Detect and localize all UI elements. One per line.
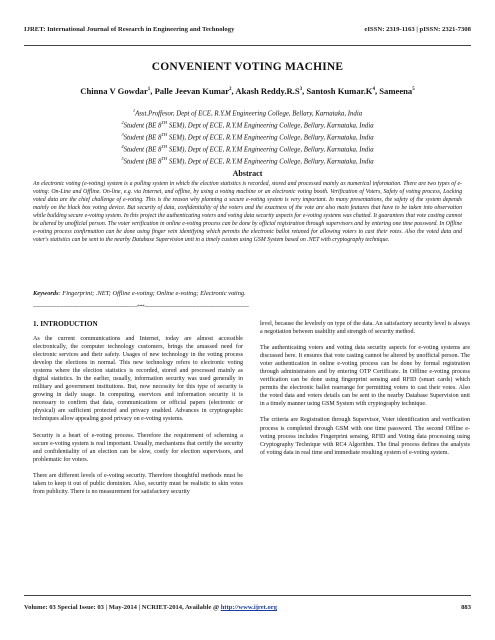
abstract-text: An electronic voting (e-voting) system is a polling system in which the election statistics is recorded, stored and processed mainly as numerical information. There are two types of e-voting: On-Line and Offline. On-line, e.g. via Internet, and offline, by using a voting machine or an electronic voting booth. Verification of Voters, Safety of voting process, Locking voted data are the chief challenge of e-voting. This is the reason why planning a secure e-voting system is very important. In many presentations, the safety of the system depends mainly on the black box voting device. But security of data, confidentiality of the voters and the exactness of the vote are also main features that have to be taken into observation while building secure e-voting system. In this project the authenticating voters and voting data security aspects for e-voting systems was chatted. It guarantees that vote casting cannot be altered by unofficial person. The voter verification in online e-voting process can be done by official registration through supervisors and by entering one time password. In Offline e-voting process confirmation can be done using finger vein identifying which permits the electronic ballot retuned for allowing voters to cast their votes. Also the voted data and voter's statistics can be sent to the nearby Database Supervision unit in a timely custom using GSM System based on .NET with cryptography technique. — [33, 181, 462, 244]
author-name: Palle Jeevan Kumar — [154, 86, 230, 96]
section-separator: --------------------------------------------------------------------***-------------------------------------------------------------------- — [33, 304, 249, 310]
author-list: Chinna V Gowdar$^1$, Palle Jeevan Kumar$^2$, Akash $Reddy.R.S^3$, Santosh $Kumar.K^4$, Sameena$^5$ — [80, 86, 415, 96]
page-number: 883 — [461, 604, 471, 611]
keywords-text: : Fingerprint; .NET; Offline e-voting; Online e-voting; Electronic voting. — [58, 290, 246, 297]
keywords — [33, 290, 462, 297]
affiliation-line: $^3$Student (BE 8TH SEM), Dept of ECE, R.Y.M Engineering College, Bellary, Karnataka, India — [121, 132, 374, 142]
issn-numbers: eISSN: 2319-1163 | pISSN: 2321-7308 — [364, 26, 471, 33]
author-name: Akash Reddy.R.S — [235, 86, 300, 96]
affiliation-list — [0, 107, 495, 167]
right-column — [260, 320, 470, 465]
author-sup: 1 — [147, 87, 151, 93]
header-divider — [24, 45, 471, 46]
author-sup: 2 — [229, 87, 232, 93]
author-name: Santosh Kumar.K — [306, 86, 373, 96]
affiliation-line: $^1$Asst.Proffesor, Dept of ECE, R.Y.M Engineering College, Bellary, Karnataka, India — [132, 108, 363, 118]
body-paragraph: The criteria are Registration through Supervisor, Voter identification and verification process is completed through GSM with one time password. The second Offline e-voting process includes Fingerprint sensing, RFID and Voting data processing using Cryptography Technique with RC4 Algorithm. The final process defines the analysis of voting data in real time and immediate resulting system of e-voting system. — [260, 417, 470, 456]
affiliation-line: $^4$Student (BE 8TH SEM), Dept of ECE, R.Y.M Engineering College, Bellary, Karnataka, India — [121, 144, 374, 154]
body-paragraph: level, because the levelrely on type of the data. An satisfactory security level is always a negotiation between usability and strength of security method. — [260, 321, 470, 336]
affiliation-line: $^2$Student (BE 8TH SEM), Dept of ECE, R.Y.M Engineering College, Bellary, Karnataka, India — [121, 120, 374, 130]
author-name: Chinna V Gowdar — [80, 86, 148, 96]
keywords-label: Keywords — [33, 290, 59, 297]
author-sup: 5 — [412, 87, 415, 93]
body-paragraph: As the current communications and Internet, today are almost accessible electronically, the computer technology customers, brings the amassed need for electronic services and their safety. Usages of new technology in the voting process develop the elections in normal. This new technology refers to electronic voting systems where the election statistics is recorded, stored and processed mainly as digital statistics. In the earlier, usually, information security was used generally in military and government institutions. But, now necessity for this type of security is growing in daily usage. In computing, eservices and information security it is necessary to confirm that data, communications or official papers (electronic or physical) are sufficient protected and privacy enabled. Advances in cryptographic techniques allow appealing good privacy on e-voting systems. — [33, 336, 243, 423]
footer-divider — [24, 595, 471, 596]
body-paragraph: Security is a heart of e-voting process. Therefore the requirement of scheming a secure e-voting system is real important. Usually, mechanisms that certify the security and confidentiality of an election can be slow, costly for election supervisors, and problematic for voters. — [33, 432, 243, 463]
journal-link[interactable]: http://www.ijret.org — [220, 604, 278, 611]
author-name: Sameena — [379, 86, 413, 96]
body-paragraph: There are different levels of e-voting security. Therefore thoughtful methods must be taken to keep it out of public dominion. Also, security must be realistic to skin votes from publicity. There is no measurement for satisfactory security — [33, 472, 243, 495]
body-paragraph: The authenticating voters and voting data security aspects for e-voting systems are discussed here. It ensures that vote casting cannot be altered by unofficial person. The voter authentication in online e-voting process can be done by formal registration through administrators and by entering OTP Certificate. In Offline e-voting process verification can be done using fingerprint sensing and RFID (smart cards) which permits the electronic ballot rearrange for permitting voters to cast their votes. Also the voted data and voters details can be sent to the nearby Database Supervision unit in a timely manner using GSM System with cryptography technique. — [260, 345, 470, 408]
section-heading: 1. INTRODUCTION — [33, 320, 98, 328]
abstract-heading: Abstract — [232, 169, 263, 178]
paper-title: CONVENIENT VOTING MACHINE — [151, 61, 344, 73]
author-sup: 3 — [299, 87, 303, 93]
author-sup: 4 — [372, 87, 375, 93]
affiliation-line: $^5$Student (BE 8TH SEM), Dept of ECE, R.Y.M Engineering College, Bellary, Karnataka, India — [121, 156, 374, 166]
left-column — [33, 320, 243, 504]
footer-citation: Volume: 03 Special Issue: 03 | May-2014 | NCRIET-2014, Available @ http://www.ijret.org — [24, 604, 278, 611]
journal-name: IJRET: International Journal of Research in Engineering and Technology — [24, 26, 235, 33]
